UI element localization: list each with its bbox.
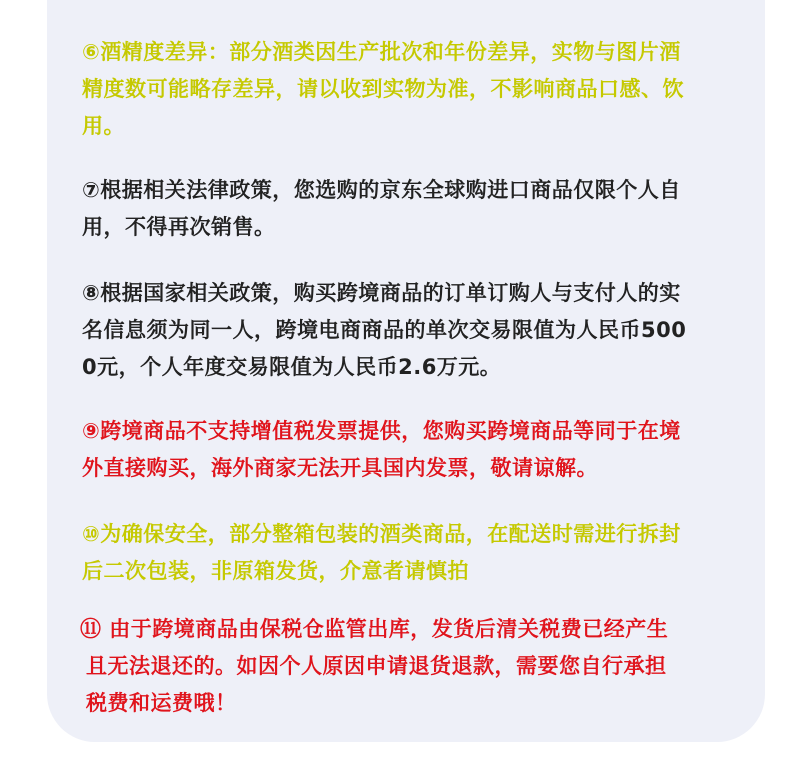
notice-line: ⑦根据相关法律政策，您选购的京东全球购进口商品仅限个人自 (82, 178, 681, 202)
notice-tax-nonrefundable (80, 611, 740, 722)
notice-line: 后二次包装，非原箱发货，介意者请慎拍 (82, 559, 469, 583)
notice-line: 用。 (82, 114, 125, 138)
notice-purchase-limit (82, 275, 742, 386)
notice-line: ⑨跨境商品不支持增值税发票提供，您购买跨境商品等同于在境 (82, 419, 681, 443)
notice-line: 用，不得再次销售。 (82, 215, 276, 239)
notice-line: 税费和运费哦！ (86, 691, 237, 715)
notice-line: 精度数可能略存差异，请以收到实物为准，不影响商品口感、饮 (82, 77, 684, 101)
notice-alcohol-difference (82, 34, 742, 145)
notice-line: ⑪ 由于跨境商品由保税仓监管出库，发货后清关税费已经产生 (80, 617, 669, 641)
notice-no-invoice (82, 413, 742, 487)
notice-personal-use (82, 172, 742, 246)
notice-line: ⑧根据国家相关政策，购买跨境商品的订单订购人与支付人的实 (82, 281, 681, 305)
notice-line: ⑥酒精度差异：部分酒类因生产批次和年份差异，实物与图片酒 (82, 40, 681, 64)
notice-line: 0元，个人年度交易限值为人民币2.6万元。 (82, 355, 502, 379)
notice-line: 名信息须为同一人，跨境电商商品的单次交易限值为人民币500 (82, 318, 687, 342)
notice-repackaging (82, 516, 742, 590)
notice-line: ⑩为确保安全，部分整箱包装的酒类商品，在配送时需进行拆封 (82, 522, 681, 546)
notice-line: 且无法退还的。如因个人原因申请退货退款，需要您自行承担 (86, 654, 667, 678)
notice-line: 外直接购买，海外商家无法开具国内发票，敬请谅解。 (82, 456, 598, 480)
